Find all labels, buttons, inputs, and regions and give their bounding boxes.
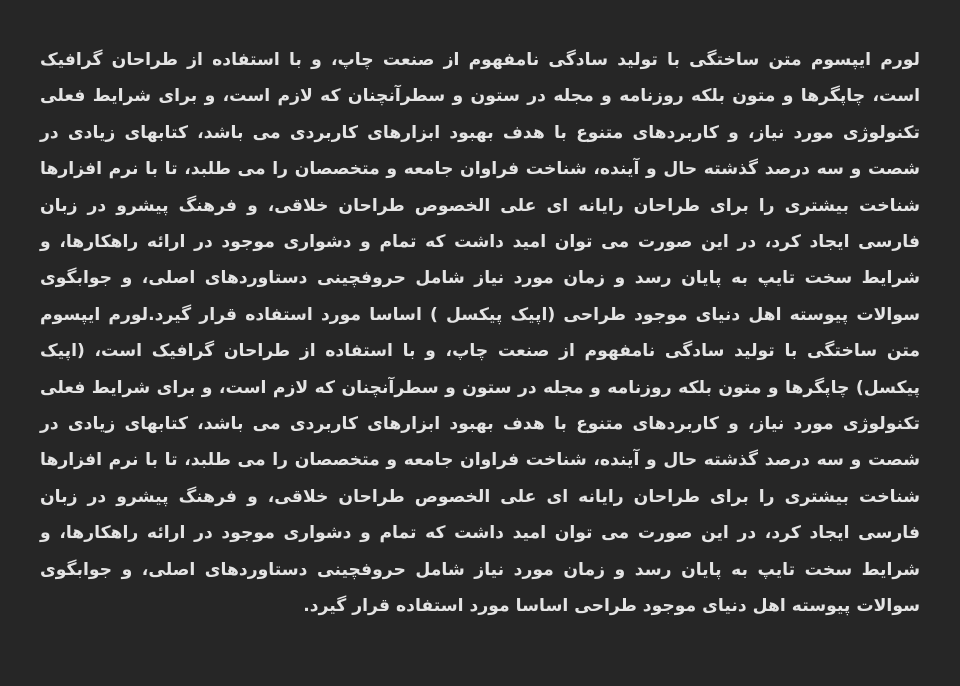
body-paragraph: لورم ایپسوم متن ساختگی با تولید سادگی نامفهوم از صنعت چاپ، و با استفاده از طراحان گرافیک است، چاپگرها و متون بلکه روزنامه و مجله در ستون و سطرآنچنان که لازم است، و برای شرایط فعلی تکنولوژی مورد نیاز، و کاربردهای متنوع با هدف بهبود ابزارهای کاربردی می باشد، کتابهای زیادی در شصت و سه درصد گذشته حال و آینده، شناخت فراوان جامعه و متخصصان را می طلبد، تا با نرم افزارها شناخت بیشتری را برای طراحان رایانه ای علی الخصوص طراحان خلاقی، و فرهنگ پیشرو در زبان فارسی ایجاد کرد، در این صورت می توان امید داشت که تمام و دشواری موجود در ارائه راهکارها، و شرایط سخت تایپ به پایان رسد و زمان مورد نیاز شامل حروفچینی دستاوردهای اصلی، و جوابگوی سوالات پیوسته اهل دنیای موجود طراحی (اپیک پیکسل ) اساسا مورد استفاده قرار گیرد.لورم ایپسوم متن ساختگی با تولید سادگی نامفهوم از صنعت چاپ، و با استفاده از طراحان گرافیک است، (اپیک پیکسل) چاپگرها و متون بلکه روزنامه و مجله در ستون و سطرآنچنان که لازم است، و برای شرایط فعلی تکنولوژی مورد نیاز، و کاربردهای متنوع با هدف بهبود ابزارهای کاربردی می باشد، کتابهای زیادی در شصت و سه درصد گذشته حال و آینده، شناخت فراوان جامعه و متخصصان را می طلبد، تا با نرم افزارها شناخت بیشتری را برای طراحان رایانه ای علی الخصوص طراحان خلاقی، و فرهنگ پیشرو در زبان فارسی ایجاد کرد، در این صورت می توان امید داشت که تمام و دشواری موجود در ارائه راهکارها، و شرایط سخت تایپ به پایان رسد و زمان مورد نیاز شامل حروفچینی دستاوردهای اصلی، و جوابگوی سوالات پیوسته اهل دنیای موجود طراحی اساسا مورد استفاده قرار گیرد. [40, 50, 920, 617]
